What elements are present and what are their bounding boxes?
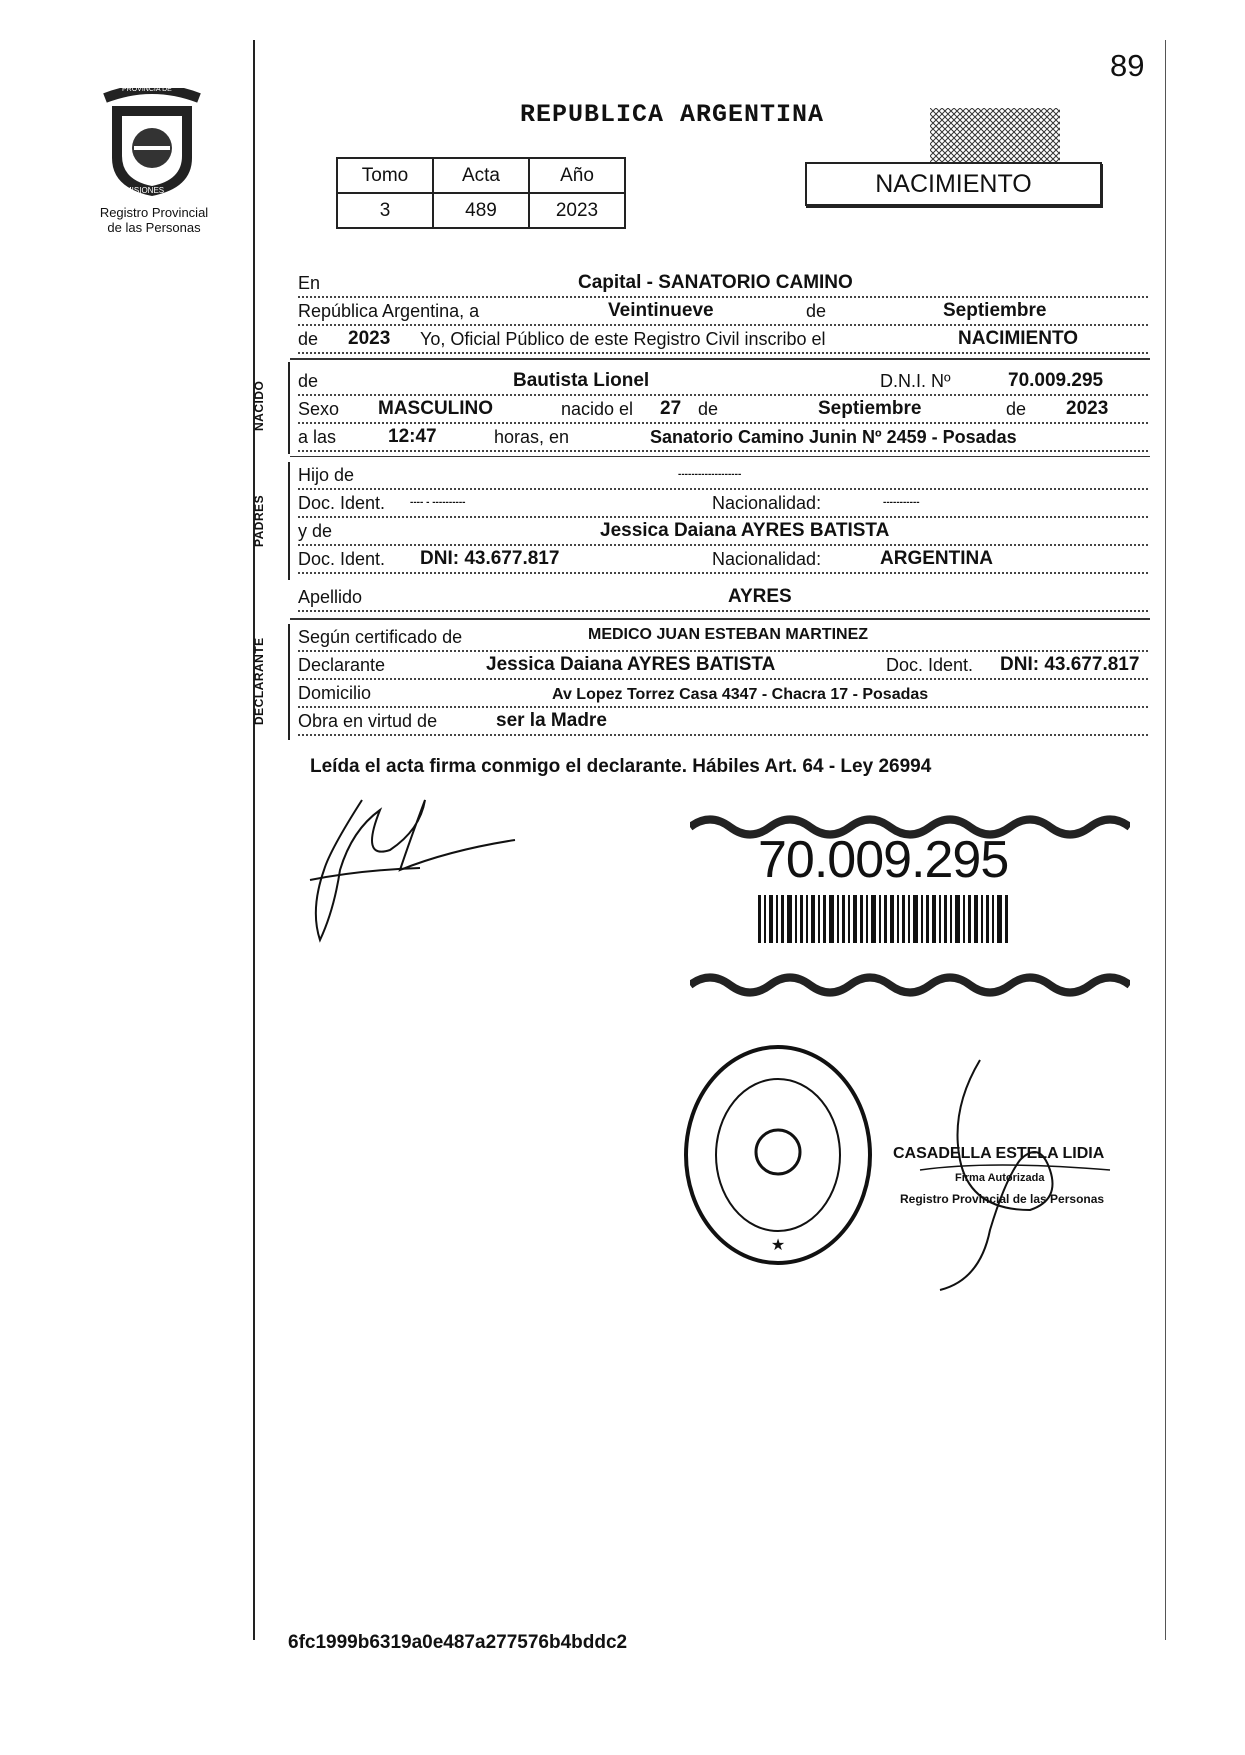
row-father: [298, 462, 1148, 490]
document-title: REPUBLICA ARGENTINA: [520, 100, 825, 129]
value-certificate: MEDICO JUAN ESTEBAN MARTINEZ: [588, 626, 869, 643]
org-name: [86, 205, 222, 235]
label-apellido: Apellido: [298, 587, 363, 607]
row-address: [298, 680, 1148, 708]
section-label-nacido: NACIDO: [252, 380, 266, 432]
row-child-name: [298, 368, 1148, 396]
value-mother-name: Jessica Daiana AYRES BATISTA: [600, 520, 890, 541]
page-number: 89: [1110, 48, 1145, 83]
row-mother-doc: [298, 546, 1148, 574]
label-a-las: a las: [298, 427, 337, 447]
value-birth-place: Sanatorio Camino Junin Nº 2459 - Posadas: [650, 427, 1017, 447]
section-bar-padres: [288, 462, 290, 580]
divider-3: [290, 618, 1150, 620]
stamp-dni-number: 70.009.295: [758, 831, 1009, 889]
label-doc-ident: Doc. Ident.: [298, 493, 386, 513]
value-birth-time: 12:47: [388, 426, 437, 447]
value-by-virtue: ser la Madre: [496, 710, 607, 731]
label-doc-ident3: Doc. Ident.: [886, 655, 974, 675]
value-child-name: Bautista Lionel: [513, 370, 650, 391]
row-certificate: [298, 624, 1148, 652]
label-obra: Obra en virtud de: [298, 711, 438, 731]
value-birth-year: 2023: [1066, 398, 1109, 419]
label-hijo-de: Hijo de: [298, 465, 355, 485]
section-label-declarante: DECLARANTE: [252, 637, 266, 725]
value-father-doc: ---- - ----------: [410, 497, 466, 508]
stamp-wave-bottom: [690, 970, 1130, 1000]
signer-role: Firma Autorizada: [955, 1172, 1045, 1184]
label-doc-ident2: Doc. Ident.: [298, 549, 386, 569]
label-de2: de: [298, 329, 319, 349]
register-value-acta: 489: [433, 193, 529, 228]
label-dni-no: D.N.I. Nº: [880, 371, 951, 391]
label-nacionalidad: Nacionalidad:: [712, 493, 822, 513]
logo-text-top: PROVINCIA DE: [122, 86, 172, 93]
svg-text:★: ★: [770, 1237, 786, 1254]
left-margin-line: [253, 40, 255, 1640]
register-header-acta: Acta: [433, 158, 529, 193]
label-segun: Según certificado de: [298, 627, 463, 647]
province-seal-logo: [100, 88, 204, 198]
value-address: Av Lopez Torrez Casa 4347 - Chacra 17 - Posadas: [552, 686, 929, 703]
section-bar-declarante: [288, 624, 290, 740]
divider-1: [290, 358, 1150, 360]
label-republica: República Argentina, a: [298, 301, 480, 321]
label-declarante: Declarante: [298, 655, 386, 675]
value-kind: NACIMIENTO: [958, 328, 1078, 349]
register-header-anio: Año: [529, 158, 625, 193]
signer-org: Registro Provincial de las Personas: [900, 1192, 1105, 1206]
label-en: En: [298, 273, 321, 293]
value-year: 2023: [348, 328, 391, 349]
official-seal: [678, 1040, 878, 1270]
label-sexo: Sexo: [298, 399, 340, 419]
row-father-doc: [298, 490, 1148, 518]
seal-inner-text: SANATORIO CAMINO: [730, 1280, 811, 1289]
label-de4: de: [1006, 399, 1027, 419]
label-de: de: [806, 301, 827, 321]
register-header-tomo: Tomo: [337, 158, 433, 193]
register-value-tomo: 3: [337, 193, 433, 228]
label-yo: Yo, Oficial Público de este Registro Civil inscribo el: [420, 329, 826, 349]
value-sex: MASCULINO: [378, 398, 494, 419]
row-declarant: [298, 652, 1148, 680]
logo-text-bottom: MISIONES: [125, 186, 165, 195]
value-place: Capital - SANATORIO CAMINO: [578, 272, 853, 293]
org-name-line1: Registro Provincial: [99, 205, 209, 220]
value-day-words: Veintinueve: [608, 300, 714, 321]
label-de3: de: [698, 399, 719, 419]
seal-text: DELEGACION DEL REGISTRO PROVINCIAL DE LAS PERSONAS: [686, 1270, 928, 1279]
signer-name: CASADELLA ESTELA LIDIA: [893, 1145, 1105, 1162]
label-horas-en: horas, en: [494, 427, 570, 447]
value-father: -------------------: [678, 469, 742, 480]
value-declarant-doc: DNI: 43.677.817: [1000, 654, 1140, 675]
right-margin-line: [1165, 40, 1166, 1640]
security-pattern: [930, 108, 1060, 162]
row-mother: [298, 518, 1148, 546]
value-birth-day: 27: [660, 398, 682, 419]
row-surname: [298, 584, 1148, 612]
register-header-row: [337, 158, 625, 193]
label-nacido-el: nacido el: [561, 399, 634, 419]
section-bar-nacido: [288, 362, 290, 454]
row-date: [298, 298, 1148, 326]
value-surname: AYRES: [728, 586, 792, 607]
org-name-line2: de las Personas: [107, 220, 201, 235]
document-hash: 6fc1999b6319a0e487a277576b4bddc2: [288, 1632, 628, 1653]
row-place: [298, 270, 1148, 298]
value-birth-month: Septiembre: [818, 398, 922, 419]
register-value-anio: 2023: [529, 193, 625, 228]
section-label-padres: PADRES: [252, 494, 266, 548]
record-kind-box: NACIMIENTO: [805, 162, 1102, 206]
value-mother-nat: ARGENTINA: [880, 548, 993, 569]
row-time-place: [298, 424, 1148, 452]
value-declarant: Jessica Daiana AYRES BATISTA: [486, 654, 776, 675]
value-dni: 70.009.295: [1008, 370, 1104, 391]
value-mother-doc: DNI: 43.677.817: [420, 548, 560, 569]
label-de-child: de: [298, 371, 319, 391]
declarant-signature: [300, 790, 530, 950]
row-sex-birth: [298, 396, 1148, 424]
value-month: Septiembre: [943, 300, 1047, 321]
label-domicilio: Domicilio: [298, 683, 372, 703]
label-y-de: y de: [298, 521, 333, 541]
register-value-row: [337, 193, 625, 228]
divider-2: [290, 456, 1150, 457]
label-nacionalidad2: Nacionalidad:: [712, 549, 822, 569]
barcode: [758, 895, 1008, 943]
row-year: [298, 326, 1148, 354]
law-statement: Leída el acta firma conmigo el declarante. Hábiles Art. 64 - Ley 26994: [310, 756, 932, 777]
register-table: [336, 157, 626, 229]
value-father-nat: -----------: [883, 497, 920, 508]
row-by-virtue: [298, 708, 1148, 736]
